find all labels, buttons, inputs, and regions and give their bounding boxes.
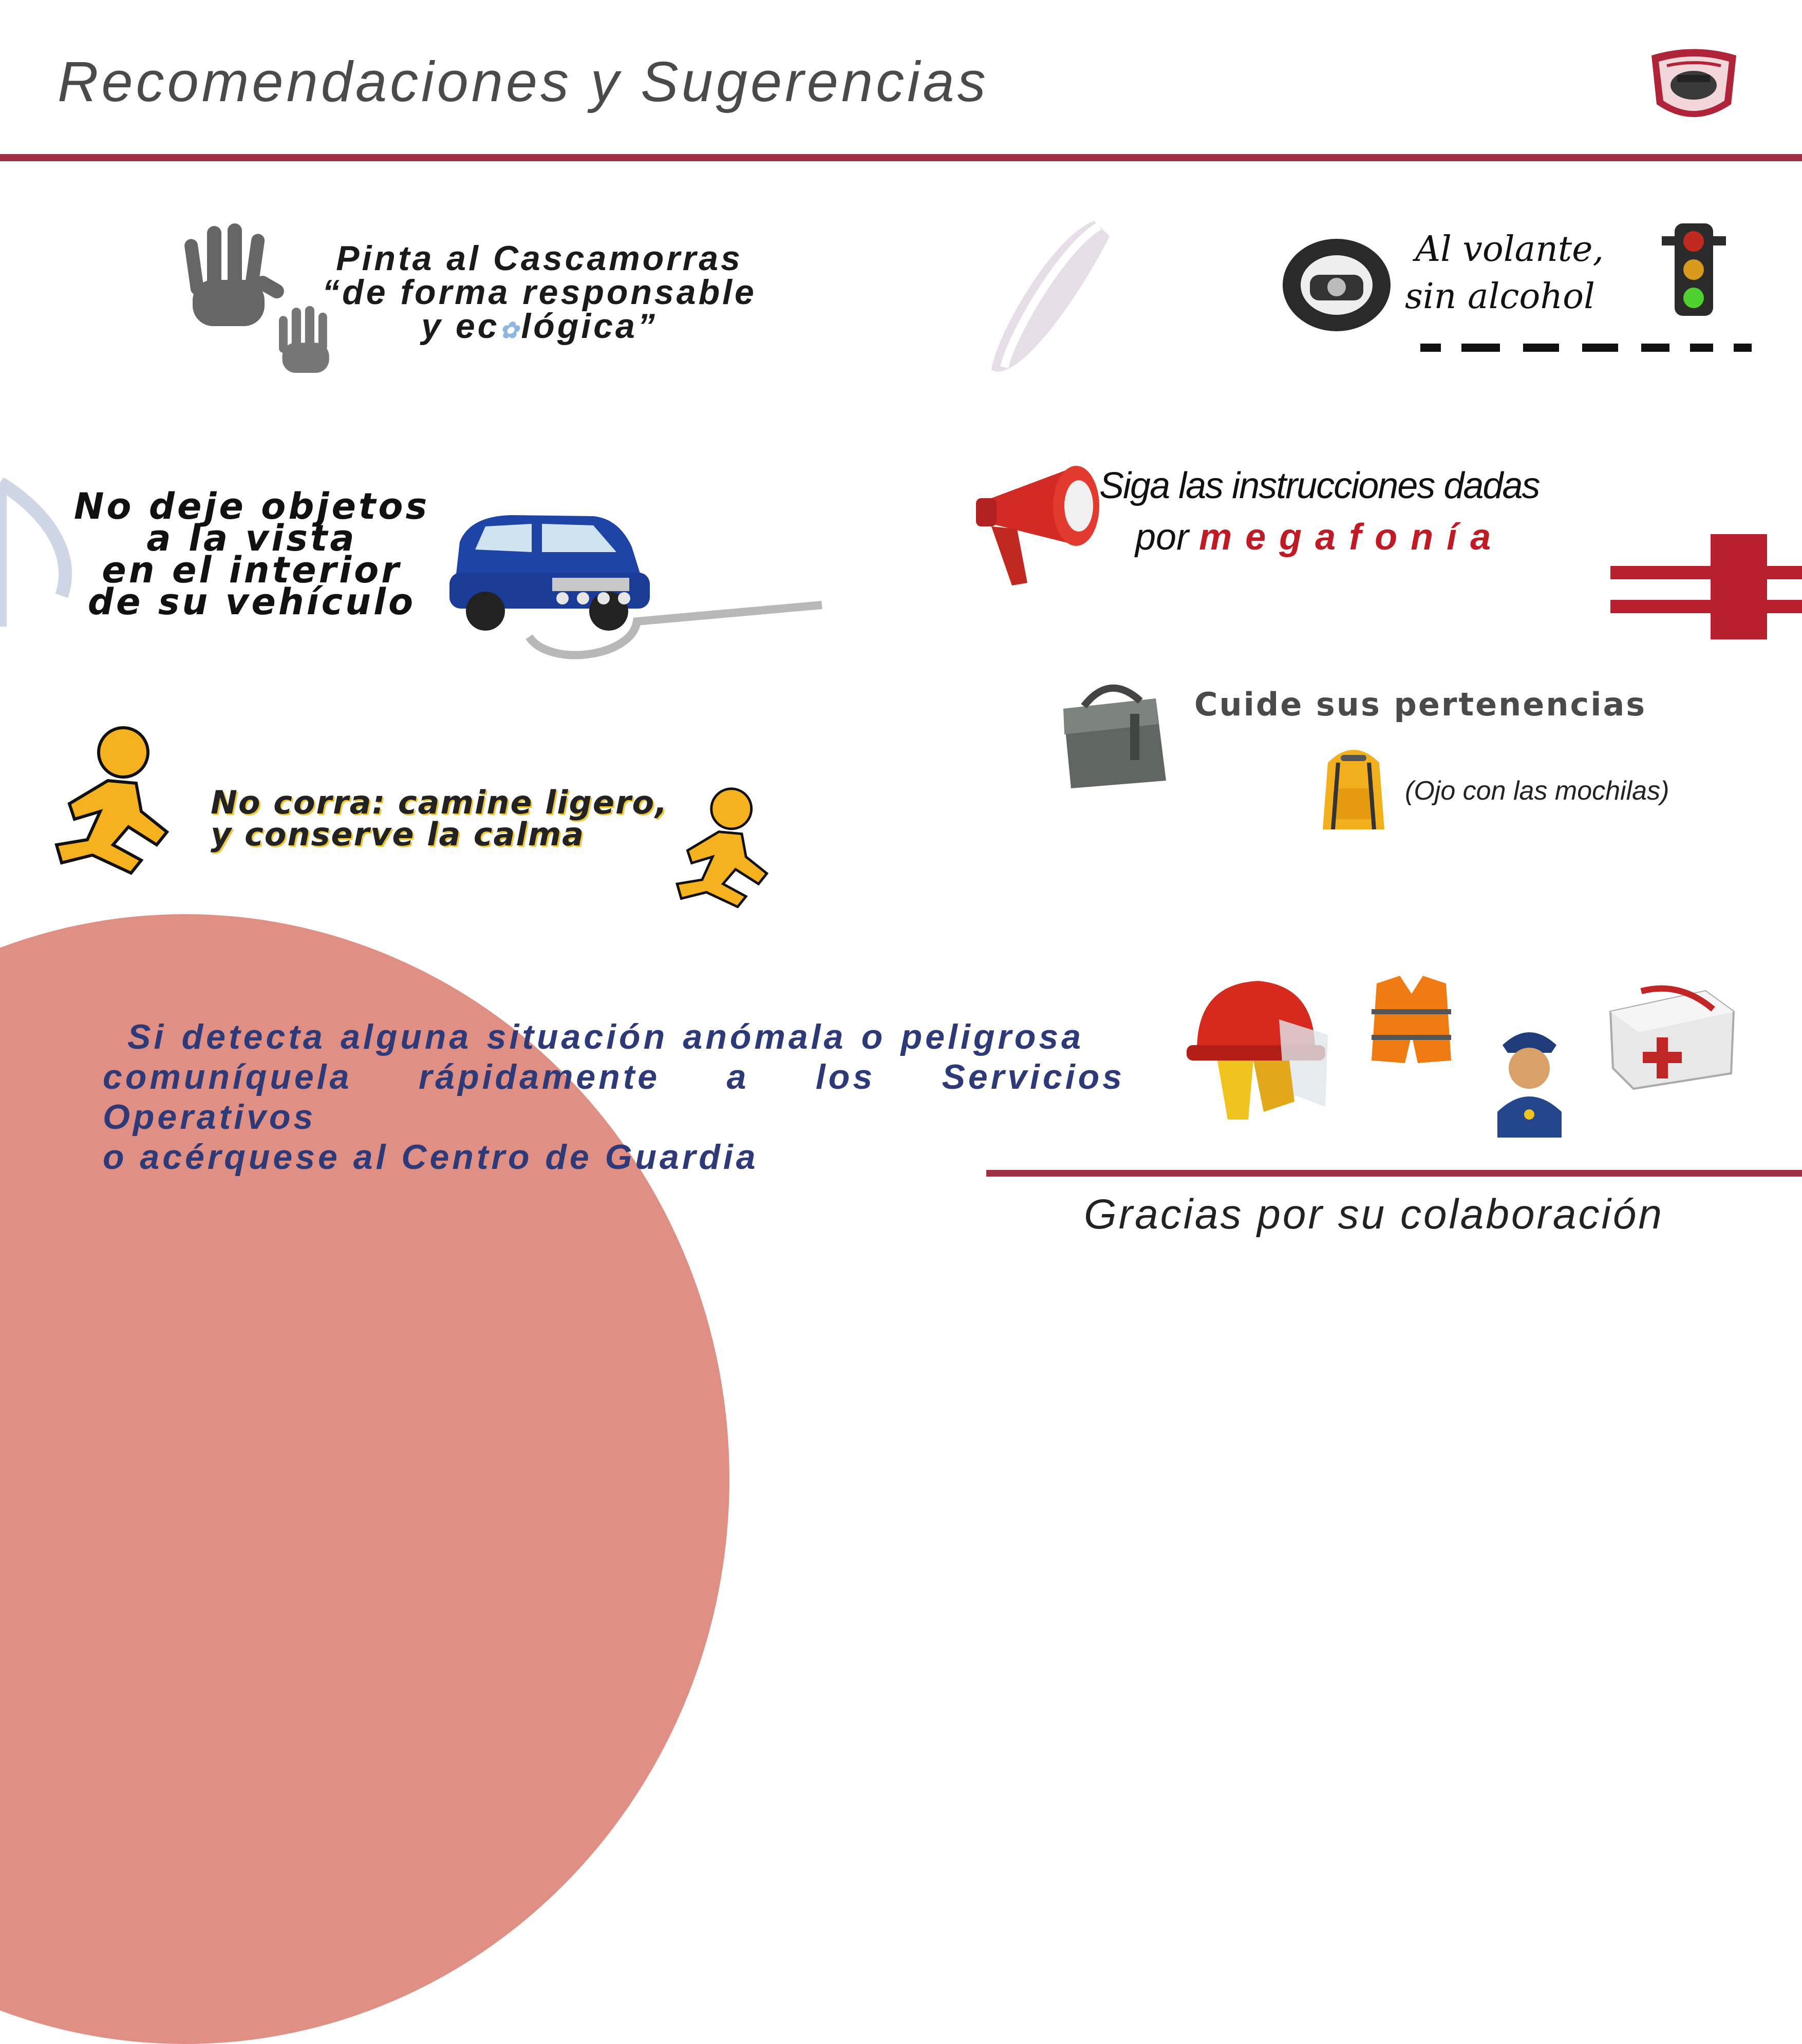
decorative-bars <box>1610 534 1802 639</box>
running-person-small-icon <box>673 786 773 909</box>
life-vest-icon <box>1366 973 1456 1066</box>
flower-icon: ✿ <box>499 318 521 343</box>
page-title: Recomendaciones y Sugerencias <box>58 50 989 113</box>
belongings-message: Cuide sus pertenencias <box>1194 686 1647 723</box>
thanks-message: Gracias por su colaboración <box>1084 1191 1664 1238</box>
megafonia-highlight: megafonía <box>1199 517 1505 558</box>
footer-divider <box>986 1170 1802 1177</box>
megaphone-message-line2: por megafonía <box>1135 517 1505 558</box>
megaphone-icon <box>971 462 1104 588</box>
header-divider <box>0 154 1802 161</box>
steering-wheel-icon <box>1279 234 1395 336</box>
logo-emblem-icon <box>1646 45 1741 125</box>
megaphone-message-line1: Siga las instrucciones dadas <box>1099 465 1540 506</box>
objects-message: No deje objetos a la vista en el interior de su vehículo <box>73 485 430 623</box>
alert-paragraph: Si detecta alguna situación anómala o peligrosa comuníquela rápidamente a los Servicios Operativos o acérquese al Centro de Guardia <box>103 1017 1125 1177</box>
road-dashes <box>1420 342 1752 354</box>
backpack-note: (Ojo con las mochilas) <box>1405 776 1669 806</box>
bag-icon <box>1053 678 1181 796</box>
car-icon <box>439 501 655 632</box>
first-aid-kit-icon <box>1603 981 1736 1094</box>
run-message: No corra: camine ligero, y conserve la calma <box>211 784 668 853</box>
handprint-icon <box>177 218 288 334</box>
backpack-icon <box>1312 742 1395 837</box>
paint-message: Pinta al Cascamorras “de forma responsable y ec✿lógica” <box>322 239 757 346</box>
helmet-icon <box>1176 973 1330 1125</box>
traffic-light-icon <box>1662 221 1726 318</box>
running-person-icon <box>51 724 175 876</box>
decorative-swirl <box>976 216 1120 385</box>
drive-message: Al volante, sin alcohol <box>1405 229 1604 317</box>
police-icon <box>1492 1025 1567 1138</box>
